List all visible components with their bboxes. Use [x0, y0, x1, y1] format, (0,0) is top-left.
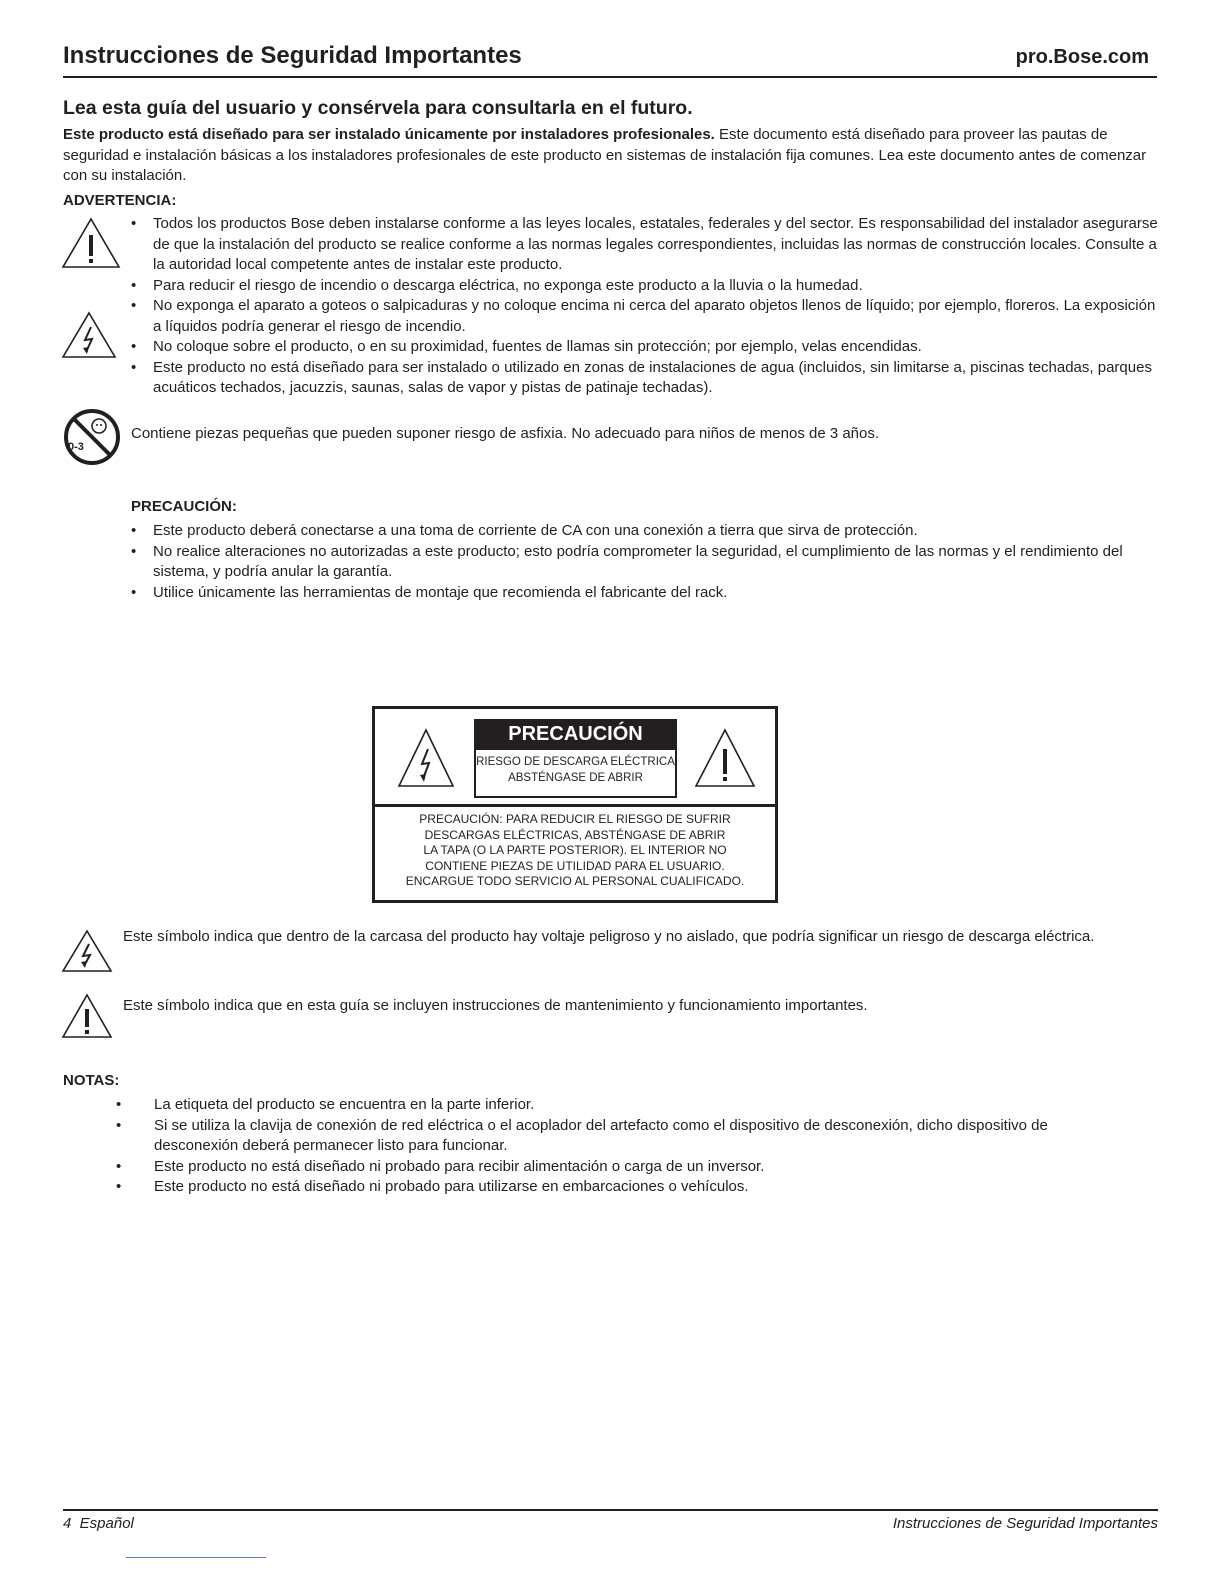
section-heading: Lea esta guía del usuario y consérvela para consultarla en el futuro. — [63, 97, 693, 119]
caution-box-subtitle-line: RIESGO DE DESCARGA ELÉCTRICA — [476, 756, 675, 768]
caution-box — [372, 706, 778, 903]
exclamation-warning-icon — [60, 992, 114, 1040]
warning-item: • No exponga el aparato a goteos o salpicaduras y no coloque encima ni cerca del aparato objetos llenos de líquido; por ejemplo, floreros. La exposición a líquidos podría generar el riesgo de incendio. — [129, 296, 1159, 337]
caution-box-line: DESCARGAS ELÉCTRICAS, ABSTÉNGASE DE ABRIR — [424, 827, 726, 842]
intro-text: Este documento está diseñado para proveer las pautas de seguridad e instalación básicas a los instaladores profesionales de este producto en sistemas de instalación fija comunes. Lea este documento antes de comenzar con su instalación. — [63, 126, 1147, 184]
exclamation-warning-icon — [60, 216, 122, 270]
caution-label: PRECAUCIÓN: — [131, 498, 237, 515]
note-item: • Este producto no está diseñado ni probado para recibir alimentación o carga de un inversor. — [114, 1157, 1134, 1178]
lightning-symbol-text: Este símbolo indica que dentro de la carcasa del producto hay voltaje peligroso y no aislado, que podría significar un riesgo de descarga eléctrica. — [123, 928, 1095, 945]
footer-page-number: 4 Español — [63, 1515, 134, 1532]
header-url: pro.Bose.com — [1015, 46, 1149, 68]
exclamation-symbol-text: Este símbolo indica que en esta guía se incluyen instrucciones de mantenimiento y funcionamiento importantes. — [123, 997, 868, 1014]
caution-box-title: PRECAUCIÓN — [474, 719, 677, 750]
caution-box-top — [375, 709, 775, 807]
note-item: • Si se utiliza la clavija de conexión de red eléctrica o el acoplador del artefacto como el dispositivo de desconexión, dicho dispositivo de desconexión deberá permanecer listo para funcionar. — [114, 1116, 1134, 1157]
warning-list — [129, 214, 1159, 399]
footer-title: Instrucciones de Seguridad Importantes — [892, 1515, 1158, 1532]
exclamation-warning-icon — [693, 727, 757, 789]
lightning-warning-icon — [60, 928, 114, 974]
caution-box-line: CONTIENE PIEZAS DE UTILIDAD PARA EL USUARIO. — [425, 858, 725, 873]
warning-item: • Todos los productos Bose deben instalarse conforme a las leyes locales, estatales, federales y del sector. Es responsabilidad del instalador asegurarse de que la instalación del producto se realice conforme a las normas legales correspondientes, incluidas las normas de construcción locales. Consulte a la autoridad local competente antes de instalar este producto. — [129, 214, 1159, 276]
caution-item: • No realice alteraciones no autorizadas a este producto; esto podría comprometer la seguridad, el cumplimiento de las normas y el rendimiento del sistema, y podría anular la garantía. — [129, 542, 1159, 583]
caution-list — [129, 521, 1159, 603]
caution-item: • Utilice únicamente las herramientas de montaje que recomienda el fabricante del rack. — [129, 583, 1159, 604]
warning-item: • Para reducir el riesgo de incendio o descarga eléctrica, no exponga este producto a la lluvia o la humedad. — [129, 276, 1159, 297]
intro-bold-lead: Este producto está diseñado para ser instalado únicamente por instaladores profesionales. — [63, 126, 715, 143]
notes-list — [114, 1095, 1134, 1198]
note-item: • La etiqueta del producto se encuentra en la parte inferior. — [114, 1095, 1134, 1116]
warning-item: • No coloque sobre el producto, o en su proximidad, fuentes de llamas sin protección; por ejemplo, velas encendidas. — [129, 337, 1159, 358]
intro-paragraph — [63, 125, 1155, 187]
footer-divider — [63, 1509, 1158, 1511]
page-header — [63, 42, 1157, 78]
caution-box-body — [375, 812, 775, 890]
lightning-warning-icon — [60, 310, 118, 360]
warning-label: ADVERTENCIA: — [63, 192, 177, 209]
caution-box-line: LA TAPA (O LA PARTE POSTERIOR). EL INTERIOR NO — [423, 843, 727, 857]
choking-hazard-icon — [63, 408, 121, 466]
note-item: • Este producto no está diseñado ni probado para utilizarse en embarcaciones o vehículos. — [114, 1177, 1134, 1198]
warning-item: • Este producto no está diseñado para ser instalado o utilizado en zonas de instalaciones de agua (incluidos, sin limitarse a, piscinas techadas, parques acuáticos techados, jacuzzis, saunas, salas de vapor y pistas de patinaje techadas). — [129, 358, 1159, 399]
page-title: Instrucciones de Seguridad Importantes — [63, 42, 522, 69]
caution-item: • Este producto deberá conectarse a una toma de corriente de CA con una conexión a tierra que sirva de protección. — [129, 521, 1159, 542]
age-label: 0-3 — [68, 441, 84, 453]
caution-box-line: ENCARGUE TODO SERVICIO AL PERSONAL CUALIFICADO. — [405, 874, 745, 888]
footer-stub-line — [126, 1557, 266, 1558]
caution-box-subtitle-line: ABSTÉNGASE DE ABRIR — [508, 772, 643, 784]
lightning-warning-icon — [397, 727, 455, 789]
choking-text: Contiene piezas pequeñas que pueden suponer riesgo de asfixia. No adecuado para niños de menos de 3 años. — [131, 425, 880, 442]
caution-box-subtitle — [474, 750, 677, 798]
notes-label: NOTAS: — [63, 1072, 120, 1089]
caution-box-line: PRECAUCIÓN: PARA REDUCIR EL RIESGO DE SUFRIR — [419, 812, 731, 826]
